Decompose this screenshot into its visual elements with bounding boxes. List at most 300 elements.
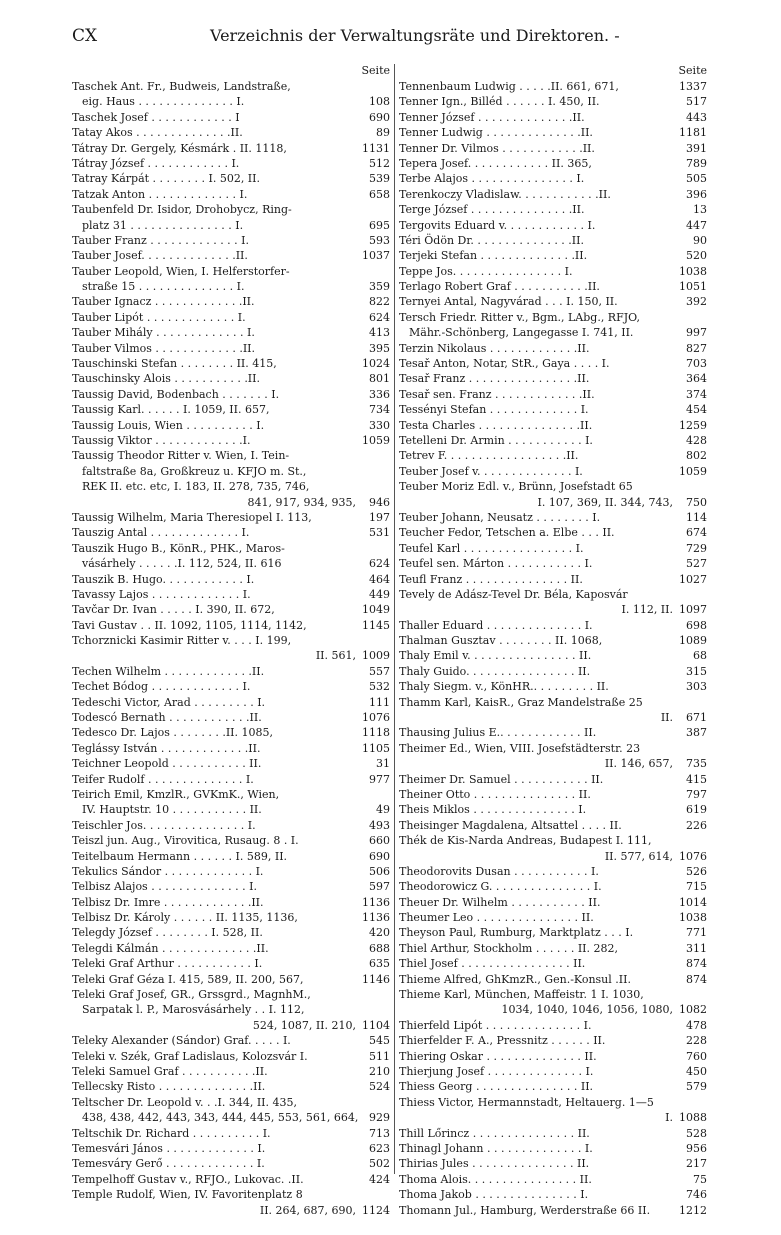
entry-page-number: 1027 xyxy=(676,572,707,587)
index-entry xyxy=(399,556,707,571)
entry-page-number: 111 xyxy=(366,695,390,710)
index-entry xyxy=(399,418,707,433)
entry-text: Thaller Eduard . . . . . . . . . . . . . . I. xyxy=(399,618,593,632)
index-entry xyxy=(72,356,390,371)
index-entry xyxy=(72,648,390,663)
index-entry xyxy=(399,756,707,771)
index-entry xyxy=(399,895,707,910)
entry-page-number: 801 xyxy=(366,371,390,386)
index-entry xyxy=(72,787,390,802)
entry-text: faltstraße 8a, Großkreuz u. KFJO m. St., xyxy=(82,464,307,478)
entry-page-number: 1145 xyxy=(359,618,390,633)
entry-text: Teuber Moriz Edl. v., Brünn, Josefstadt 65 xyxy=(399,480,633,494)
entry-text: Tenner Ign., Billéd . . . . . . I. 450, II. xyxy=(399,95,600,109)
index-entry xyxy=(72,1033,390,1048)
entry-text: Thausing Julius E.. . . . . . . . . . . . II. xyxy=(399,726,597,740)
entry-page-number: 579 xyxy=(683,1079,707,1094)
entry-text: Tavassy Lajos . . . . . . . . . . . . . I. xyxy=(72,587,251,601)
entry-text: Thieme Alfred, GhKmzR., Gen.-Konsul .II. xyxy=(399,972,631,986)
index-entry xyxy=(72,756,390,771)
entry-text: Taussig Louis, Wien . . . . . . . . . . I. xyxy=(72,418,265,432)
entry-page-number: 1014 xyxy=(676,895,707,910)
index-entry xyxy=(399,849,707,864)
entry-page-number: 1082 xyxy=(676,1002,707,1017)
entry-text: Taschek Josef . . . . . . . . . . . . I xyxy=(72,110,240,124)
entry-text: I. 107, 369, II. 344, 743, xyxy=(537,495,673,509)
column-divider xyxy=(394,64,395,1174)
index-entry xyxy=(399,725,707,740)
index-entry xyxy=(399,341,707,356)
index-entry xyxy=(399,1187,707,1202)
index-entry xyxy=(72,1126,390,1141)
index-entry xyxy=(399,1064,707,1079)
entry-page-number: 89 xyxy=(373,125,390,140)
entry-text: Teuber Josef v. . . . . . . . . . . . . . I. xyxy=(399,464,583,478)
entry-page-number: 1038 xyxy=(676,264,707,279)
index-entry xyxy=(399,972,707,987)
index-entry xyxy=(72,171,390,186)
index-entry xyxy=(399,1018,707,1033)
index-entry xyxy=(399,879,707,894)
index-entry xyxy=(399,1095,707,1110)
entry-text: Teischler Jos. . . . . . . . . . . . . . . I. xyxy=(72,818,256,832)
entry-page-number: 1097 xyxy=(676,602,707,617)
index-entry xyxy=(399,402,707,417)
index-entry xyxy=(399,1079,707,1094)
entry-page-number: 420 xyxy=(366,925,390,940)
entry-page-number: 387 xyxy=(683,725,707,740)
entry-page-number: 506 xyxy=(366,864,390,879)
entry-text: Tauschinski Stefan . . . . . . . . II. 415, xyxy=(72,357,277,371)
entry-page-number: 929 xyxy=(366,1110,390,1125)
entry-text: Thoma Alois. . . . . . . . . . . . . . . . II. xyxy=(399,1172,592,1186)
entry-page-number: 531 xyxy=(366,525,390,540)
entry-text: Terenkoczy Vladislaw. . . . . . . . . . . .II. xyxy=(399,187,611,201)
entry-text: Teleki v. Szék, Graf Ladislaus, Kolozsvár I. xyxy=(72,1049,308,1063)
entry-text: Taussig Wilhelm, Maria Theresiopel I. 113, xyxy=(72,510,312,524)
entry-text: platz 31 . . . . . . . . . . . . . . . I. xyxy=(82,218,244,232)
entry-page-number: 713 xyxy=(366,1126,390,1141)
entry-page-number: 1009 xyxy=(359,648,390,663)
index-entry xyxy=(72,895,390,910)
column-header: Seite xyxy=(678,64,707,77)
entry-page-number: 527 xyxy=(683,556,707,571)
index-entry xyxy=(399,587,707,602)
page-header xyxy=(72,26,712,48)
entry-text: Tersch Friedr. Ritter v., Bgm., LAbg., RFJO, xyxy=(399,310,641,324)
entry-text: Teleki Samuel Graf . . . . . . . . . . .II. xyxy=(72,1065,268,1078)
entry-page-number: 797 xyxy=(683,787,707,802)
index-entry xyxy=(72,1110,390,1125)
entry-page-number: 658 xyxy=(366,187,390,202)
index-entry xyxy=(72,1064,390,1079)
index-entry xyxy=(399,1033,707,1048)
entry-text: Teleki Graf Josef, GR., Grssgrd., MagnhM., xyxy=(72,988,311,1002)
entry-text: Todescó Bernath . . . . . . . . . . . .II. xyxy=(72,711,262,725)
entry-text: Taubenfeld Dr. Isidor, Drohobycz, Ring- xyxy=(72,203,292,217)
entry-text: Thiel Josef . . . . . . . . . . . . . . . . II. xyxy=(399,957,586,971)
entry-page-number: 1038 xyxy=(676,910,707,925)
entry-text: Tauber Vilmos . . . . . . . . . . . . .II. xyxy=(72,341,256,355)
index-entry xyxy=(399,818,707,833)
entry-page-number: 789 xyxy=(683,156,707,171)
entry-text: REK II. etc. etc, I. 183, II. 278, 735, 746, xyxy=(82,480,310,494)
entry-text: Thierjung Josef . . . . . . . . . . . . . . I. xyxy=(399,1065,594,1078)
entry-text: Taussig Viktor . . . . . . . . . . . . .I. xyxy=(72,433,251,447)
entry-page-number: 1059 xyxy=(359,433,390,448)
index-entry xyxy=(72,187,390,202)
index-entry xyxy=(399,310,707,325)
entry-text: Tesař sen. Franz . . . . . . . . . . . . .II. xyxy=(399,387,595,401)
index-entry xyxy=(72,1018,390,1033)
index-entry xyxy=(72,849,390,864)
entry-text: Thomann Jul., Hamburg, Werderstraße 66 II. xyxy=(399,1203,651,1217)
entry-page-number: 217 xyxy=(683,1156,707,1171)
entry-text: Tevely de Adász-Tevel Dr. Béla, Kaposvár xyxy=(399,587,628,601)
entry-text: Tedesco Dr. Lajos . . . . . . . .II. 1085, xyxy=(72,726,273,740)
index-entry xyxy=(72,802,390,817)
entry-text: 1034, 1040, 1046, 1056, 1080, xyxy=(501,1003,673,1017)
entry-text: Taschek Ant. Fr., Budweis, Landstraße, xyxy=(72,80,291,93)
entry-page-number: 1259 xyxy=(676,418,707,433)
entry-page-number: 90 xyxy=(690,233,707,248)
index-entry xyxy=(399,541,707,556)
entry-page-number: 1118 xyxy=(359,725,390,740)
entry-text: Taussig Karl. . . . . . I. 1059, II. 657, xyxy=(72,403,270,417)
index-entry xyxy=(399,248,707,263)
index-entry xyxy=(72,1002,390,1017)
entry-text: Teltscher Dr. Leopold v. . .I. 344, II. 435, xyxy=(72,1095,298,1109)
entry-text: Teleky Alexander (Sándor) Graf. . . . . I. xyxy=(72,1034,291,1048)
entry-text: Thirias Jules . . . . . . . . . . . . . . . II. xyxy=(399,1157,590,1171)
index-entry xyxy=(72,1156,390,1171)
index-entry xyxy=(72,864,390,879)
entry-text: Tesař Anton, Notar, StR., Gaya . . . . I. xyxy=(399,357,610,371)
entry-page-number: 311 xyxy=(683,941,707,956)
entry-page-number: 1131 xyxy=(359,141,390,156)
index-entry xyxy=(72,464,390,479)
index-entry xyxy=(72,541,390,556)
entry-text: Taussig David, Bodenbach . . . . . . . I. xyxy=(72,387,280,401)
index-entry xyxy=(399,94,707,109)
entry-page-number: 1136 xyxy=(359,910,390,925)
index-entry xyxy=(72,1095,390,1110)
entry-text: Tauschinsky Alois . . . . . . . . . . .II. xyxy=(72,372,260,386)
entry-page-number: 977 xyxy=(366,772,390,787)
entry-text: Tauber Ignacz . . . . . . . . . . . . .II. xyxy=(72,295,255,309)
index-entry xyxy=(72,910,390,925)
entry-page-number: 512 xyxy=(366,156,390,171)
index-entry xyxy=(399,1141,707,1156)
index-entry xyxy=(399,279,707,294)
entry-text: II. 264, 687, 690, xyxy=(259,1203,356,1217)
index-entry xyxy=(72,79,390,94)
index-entry xyxy=(399,925,707,940)
index-entry xyxy=(399,710,707,725)
entry-text: Teirich Emil, KmzlR., GVKmK., Wien, xyxy=(72,787,280,801)
entry-text: IV. Hauptstr. 10 . . . . . . . . . . . II. xyxy=(82,803,262,817)
entry-text: Teleki Graf Arthur . . . . . . . . . . . I. xyxy=(72,957,263,971)
entry-text: Theimer Dr. Samuel . . . . . . . . . . . II. xyxy=(399,772,604,786)
entry-text: Testa Charles . . . . . . . . . . . . . . .II. xyxy=(399,418,593,432)
entry-text: Terge József . . . . . . . . . . . . . . .II. xyxy=(399,203,585,217)
entry-page-number: 396 xyxy=(683,187,707,202)
entry-text: Thaly Emil v. . . . . . . . . . . . . . . . II. xyxy=(399,649,592,663)
entry-text: Temple Rudolf, Wien, IV. Favoritenplatz 8 xyxy=(72,1188,303,1202)
entry-page-number: 505 xyxy=(683,171,707,186)
entry-page-number: 729 xyxy=(683,541,707,556)
entry-page-number: 424 xyxy=(366,1172,390,1187)
entry-page-number: 330 xyxy=(366,418,390,433)
entry-text: 438, 438, 442, 443, 343, 444, 445, 553, 561, 664, xyxy=(82,1111,359,1125)
entry-text: Teppe Jos. . . . . . . . . . . . . . . . I. xyxy=(399,264,573,278)
entry-page-number: 303 xyxy=(683,679,707,694)
index-entry xyxy=(399,79,707,94)
index-entry xyxy=(399,987,707,1002)
entry-page-number: 374 xyxy=(683,387,707,402)
entry-page-number: 524 xyxy=(366,1079,390,1094)
index-entry xyxy=(72,602,390,617)
index-entry xyxy=(72,972,390,987)
index-entry xyxy=(72,1172,390,1187)
index-entry xyxy=(399,1002,707,1017)
entry-page-number: 874 xyxy=(683,956,707,971)
entry-page-number: 1024 xyxy=(359,356,390,371)
entry-page-number: 336 xyxy=(366,387,390,402)
entry-text: Tenner József . . . . . . . . . . . . . .II. xyxy=(399,110,585,124)
entry-text: Theodorovits Dusan . . . . . . . . . . . I. xyxy=(399,864,599,878)
index-entry xyxy=(399,602,707,617)
entry-page-number: 364 xyxy=(683,371,707,386)
entry-page-number: 226 xyxy=(683,818,707,833)
entry-page-number: 715 xyxy=(683,879,707,894)
entry-text: Thamm Karl, KaisR., Graz Mandelstraße 25 xyxy=(399,695,643,709)
entry-page-number: 746 xyxy=(683,1187,707,1202)
entry-page-number: 1212 xyxy=(676,1203,707,1218)
index-entry xyxy=(72,448,390,463)
entry-page-number: 447 xyxy=(683,218,707,233)
entry-text: Tetelleni Dr. Armin . . . . . . . . . . . I. xyxy=(399,433,593,447)
entry-page-number: 532 xyxy=(366,679,390,694)
entry-page-number: 108 xyxy=(366,94,390,109)
index-entry xyxy=(72,741,390,756)
entry-text: Theyson Paul, Rumburg, Marktplatz . . . I. xyxy=(399,926,634,940)
entry-page-number: 1037 xyxy=(359,248,390,263)
entry-page-number: 392 xyxy=(683,294,707,309)
entry-page-number: 771 xyxy=(683,925,707,940)
index-entry xyxy=(72,294,390,309)
index-entry xyxy=(72,495,390,510)
index-entry xyxy=(72,772,390,787)
entry-page-number: 502 xyxy=(366,1156,390,1171)
entry-page-number: 413 xyxy=(366,325,390,340)
entry-page-number: 539 xyxy=(366,171,390,186)
entry-text: Tauszik Hugo B., KönR., PHK., Maros- xyxy=(72,541,285,555)
index-entry xyxy=(399,495,707,510)
entry-text: Thieme Karl, München, Maffeistr. 1 I. 1030, xyxy=(399,988,644,1002)
index-entry xyxy=(72,264,390,279)
entry-page-number: 450 xyxy=(683,1064,707,1079)
index-entry xyxy=(72,510,390,525)
index-entry xyxy=(72,341,390,356)
entry-text: Ternyei Antal, Nagyvárad . . . I. 150, II. xyxy=(399,295,618,309)
entry-text: Tesař Franz . . . . . . . . . . . . . . . .II. xyxy=(399,372,590,386)
index-entry xyxy=(399,618,707,633)
entry-text: Tavi Gustav . . II. 1092, 1105, 1114, 1142, xyxy=(72,618,307,632)
index-entry xyxy=(399,110,707,125)
index-entry xyxy=(72,233,390,248)
entry-text: Téri Ödön Dr. . . . . . . . . . . . . . .II. xyxy=(399,233,584,247)
index-entry xyxy=(72,125,390,140)
entry-page-number: 688 xyxy=(366,941,390,956)
index-entry xyxy=(399,433,707,448)
entry-page-number: 1076 xyxy=(359,710,390,725)
entry-text: Teufel Karl . . . . . . . . . . . . . . . . I. xyxy=(399,541,584,555)
entry-text: Teiszl jun. Aug., Virovitica, Rusaug. 8 . I. xyxy=(72,834,299,848)
index-entry xyxy=(72,941,390,956)
entry-page-number: 49 xyxy=(373,802,390,817)
entry-page-number: 315 xyxy=(683,664,707,679)
entry-text: Thaly Guido. . . . . . . . . . . . . . . . II. xyxy=(399,664,591,678)
index-entry xyxy=(72,402,390,417)
entry-text: Tauszik B. Hugo. . . . . . . . . . . . I. xyxy=(72,572,255,586)
entry-text: Theumer Leo . . . . . . . . . . . . . . . II. xyxy=(399,911,594,925)
entry-page-number: 822 xyxy=(366,294,390,309)
index-entry xyxy=(399,633,707,648)
entry-text: Mähr.-Schönberg, Langegasse I. 741, II. xyxy=(409,326,634,340)
entry-text: II. 577, 614, xyxy=(604,849,673,863)
entry-page-number: 623 xyxy=(366,1141,390,1156)
index-entry xyxy=(399,125,707,140)
index-entry xyxy=(399,233,707,248)
index-entry xyxy=(72,433,390,448)
entry-text: Tergovits Eduard v. . . . . . . . . . . . I. xyxy=(399,218,596,232)
entry-page-number: 750 xyxy=(683,495,707,510)
entry-page-number: 545 xyxy=(366,1033,390,1048)
entry-page-number: 735 xyxy=(683,756,707,771)
entry-text: Theodorowicz G. . . . . . . . . . . . . . . I. xyxy=(399,880,602,894)
entry-text: Theisinger Magdalena, Altsattel . . . . II. xyxy=(399,818,622,832)
index-entry xyxy=(72,248,390,263)
entry-page-number: 1059 xyxy=(676,464,707,479)
entry-page-number: 874 xyxy=(683,972,707,987)
page-number: CX xyxy=(72,26,98,46)
entry-page-number: 511 xyxy=(366,1049,390,1064)
entry-page-number: 210 xyxy=(366,1064,390,1079)
entry-text: Telbisz Alajos . . . . . . . . . . . . . . I. xyxy=(72,880,257,894)
entry-text: Tatray Kárpát . . . . . . . . I. 502, II. xyxy=(72,172,260,186)
entry-page-number: 1051 xyxy=(676,279,707,294)
entry-text: Teuber Johann, Neusatz . . . . . . . . I. xyxy=(399,510,601,524)
entry-text: I. xyxy=(665,1111,673,1125)
entry-text: 841, 917, 934, 935, xyxy=(247,495,356,509)
entry-text: Terbe Alajos . . . . . . . . . . . . . . . I. xyxy=(399,172,585,186)
entry-text: Thiel Arthur, Stockholm . . . . . . II. 282, xyxy=(399,941,618,955)
entry-page-number: 75 xyxy=(690,1172,707,1187)
entry-text: Tedeschi Victor, Arad . . . . . . . . . I. xyxy=(72,695,266,709)
entry-page-number: 802 xyxy=(683,448,707,463)
entry-page-number: 1105 xyxy=(359,741,390,756)
entry-page-number: 946 xyxy=(366,495,390,510)
entry-text: Theiner Otto . . . . . . . . . . . . . . . II. xyxy=(399,787,591,801)
index-column-right xyxy=(399,63,707,1218)
entry-text: Theis Miklos . . . . . . . . . . . . . . . I. xyxy=(399,803,587,817)
entry-text: Tetrev F. . . . . . . . . . . . . . . . . .II. xyxy=(399,449,579,463)
entry-text: Taussig Theodor Ritter v. Wien, I. Tein- xyxy=(72,449,290,463)
entry-text: Teifer Rudolf . . . . . . . . . . . . . . I. xyxy=(72,772,254,786)
entry-text: Teufel sen. Márton . . . . . . . . . . . I. xyxy=(399,557,593,571)
entry-page-number: 464 xyxy=(366,572,390,587)
entry-page-number: 449 xyxy=(366,587,390,602)
entry-text: Theimer Ed., Wien, VIII. Josefstädterstr. 23 xyxy=(399,741,641,755)
entry-page-number: 997 xyxy=(683,325,707,340)
index-entry xyxy=(72,141,390,156)
entry-text: Tempelhoff Gustav v., RFJO., Lukovac. .II. xyxy=(72,1172,304,1186)
entry-text: Thalman Gusztav . . . . . . . . II. 1068, xyxy=(399,634,603,648)
entry-page-number: 695 xyxy=(366,218,390,233)
entry-text: eig. Haus . . . . . . . . . . . . . . I. xyxy=(82,95,245,109)
entry-text: Thiering Oskar . . . . . . . . . . . . . . II. xyxy=(399,1049,597,1063)
entry-text: II. 561, xyxy=(315,649,356,663)
index-entry xyxy=(399,648,707,663)
index-entry xyxy=(72,879,390,894)
entry-text: Telegdy József . . . . . . . . I. 528, II. xyxy=(72,926,263,940)
entry-page-number: 690 xyxy=(366,849,390,864)
index-entry xyxy=(72,1141,390,1156)
entry-page-number: 428 xyxy=(683,433,707,448)
entry-page-number: 619 xyxy=(683,802,707,817)
entry-text: Tellecsky Risto . . . . . . . . . . . . . .II. xyxy=(72,1080,266,1094)
index-entry xyxy=(72,279,390,294)
entry-page-number: 1181 xyxy=(676,125,707,140)
entry-text: I. 112, II. xyxy=(621,603,673,617)
index-entry xyxy=(72,695,390,710)
index-entry xyxy=(399,156,707,171)
entry-page-number: 478 xyxy=(683,1018,707,1033)
entry-text: Teglássy István . . . . . . . . . . . . .II. xyxy=(72,741,261,755)
entry-page-number: 526 xyxy=(683,864,707,879)
entry-page-number: 1337 xyxy=(676,79,707,94)
entry-text: Telbisz Dr. Károly . . . . . . II. 1135, 1136, xyxy=(72,911,298,925)
entry-page-number: 624 xyxy=(366,556,390,571)
entry-page-number: 13 xyxy=(690,202,707,217)
entry-page-number: 520 xyxy=(683,248,707,263)
index-entry xyxy=(399,941,707,956)
index-entry xyxy=(72,94,390,109)
index-entry xyxy=(72,633,390,648)
entry-page-number: 517 xyxy=(683,94,707,109)
entry-page-number: 1124 xyxy=(359,1203,390,1218)
index-entry xyxy=(72,202,390,217)
index-entry xyxy=(72,387,390,402)
index-entry xyxy=(399,325,707,340)
entry-text: Thiess Victor, Hermannstadt, Heltauerg. 1—5 xyxy=(399,1095,654,1109)
index-entry xyxy=(399,187,707,202)
entry-page-number: 415 xyxy=(683,772,707,787)
index-entry xyxy=(72,587,390,602)
entry-page-number: 493 xyxy=(366,818,390,833)
index-entry xyxy=(399,218,707,233)
entry-page-number: 703 xyxy=(683,356,707,371)
entry-page-number: 674 xyxy=(683,525,707,540)
entry-text: Thoma Jakob . . . . . . . . . . . . . . . I. xyxy=(399,1188,589,1202)
entry-text: Techet Bódog . . . . . . . . . . . . . I. xyxy=(72,680,251,694)
entry-page-number: 1049 xyxy=(359,602,390,617)
entry-page-number: 760 xyxy=(683,1049,707,1064)
index-entry xyxy=(399,910,707,925)
index-entry xyxy=(399,741,707,756)
index-entry xyxy=(399,695,707,710)
